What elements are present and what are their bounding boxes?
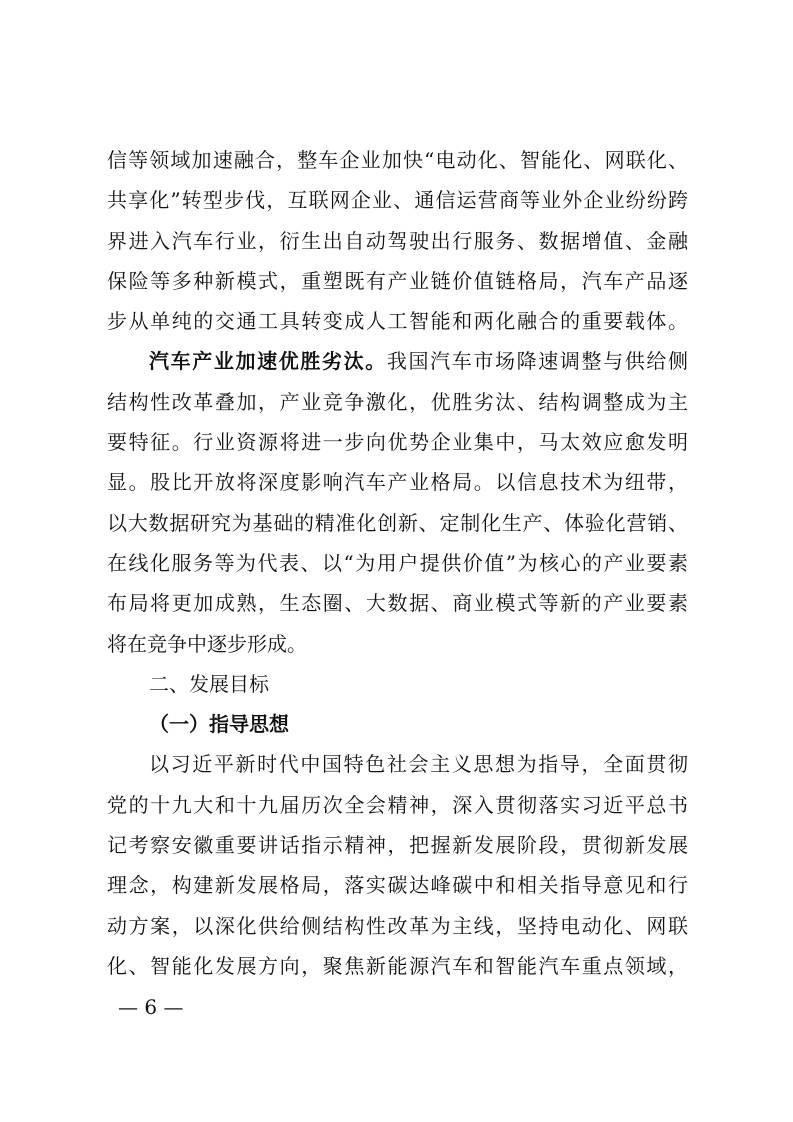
page-number: — 6 — xyxy=(118,995,184,1019)
text-line: 信等领域加速融合，整车企业加快“电动化、智能化、网联化、 xyxy=(107,148,688,172)
text-line: 界进入汽车行业，衍生出自动驾驶出行服务、数据增值、金融 xyxy=(107,228,688,253)
document-body xyxy=(107,140,688,986)
text-line: 保险等多种新模式，重塑既有产业链价值链格局，汽车产品逐 xyxy=(107,268,688,293)
paragraph-guiding-ideology xyxy=(107,744,688,986)
text-line: 要特征。行业资源将进一步向优势企业集中，马太效应愈发明 xyxy=(107,430,688,455)
paragraph-industry-convergence xyxy=(107,140,688,341)
section-heading: 二、发展目标 xyxy=(149,671,269,696)
text-line: 记考察安徽重要讲话指示精神，把握新发展阶段，贯彻新发展 xyxy=(107,833,688,858)
text-line: 化、智能化发展方向，聚焦新能源汽车和智能汽车重点领域， xyxy=(107,953,688,978)
text-line: 在线化服务等为代表、以“为用户提供价值”为核心的产业要素 xyxy=(107,550,688,575)
text-line: 显。股比开放将深度影响汽车产业格局。以信息技术为纽带， xyxy=(107,470,688,495)
text-run: 我国汽车市场降速调整与供给侧 xyxy=(386,349,688,374)
text-line: 结构性改革叠加，产业竞争激化，优胜劣汰、结构调整成为主 xyxy=(107,389,688,414)
text-line: 共享化”转型步伐，互联网企业、通信运营商等业外企业纷纷跨 xyxy=(107,188,688,213)
text-line: 以大数据研究为基础的精准化创新、定制化生产、体验化营销、 xyxy=(107,510,688,535)
paragraph-survival-of-fittest xyxy=(107,341,688,663)
subsection-heading: （一）指导思想 xyxy=(149,712,289,737)
paragraph-lead-bold: 汽车产业加速优胜劣汰。 xyxy=(149,349,387,374)
text-line: 以习近平新时代中国特色社会主义思想为指导，全面贯彻 xyxy=(149,752,688,777)
text-line: 党的十九大和十九届历次全会精神，深入贯彻落实习近平总书 xyxy=(107,792,688,817)
text-line: 动方案，以深化供给侧结构性改革为主线，坚持电动化、网联 xyxy=(107,913,688,938)
text-line: 理念，构建新发展格局，落实碳达峰碳中和相关指导意见和行 xyxy=(107,873,688,898)
text-line: 将在竞争中逐步形成。 xyxy=(107,631,307,656)
text-line: 布局将更加成熟，生态圈、大数据、商业模式等新的产业要素 xyxy=(107,591,688,616)
text-line: 步从单纯的交通工具转变成人工智能和两化融合的重要载体。 xyxy=(107,309,688,334)
text-line xyxy=(107,341,688,381)
